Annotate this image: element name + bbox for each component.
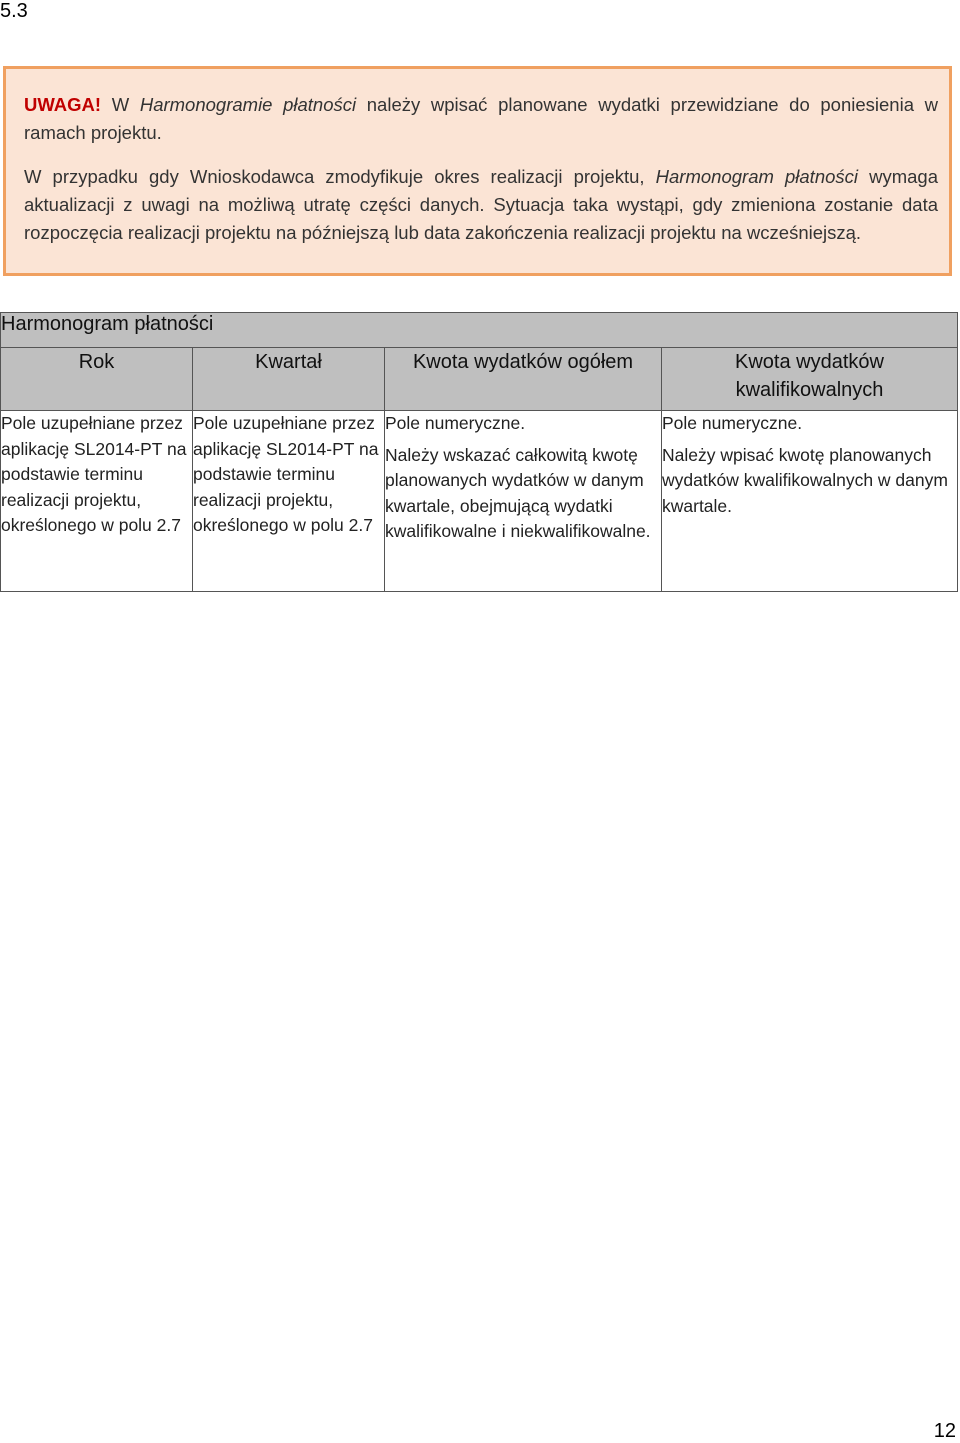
cell-year: Pole uzupełniane przez aplikację SL2014-PT na podstawie terminu realizacji projektu, określonego w polu 2.7 <box>1 411 193 592</box>
cell-eligible-line1: Pole numeryczne. <box>662 413 803 433</box>
table-title: Harmonogram płatności <box>1 313 958 348</box>
header-eligible-line2: kwalifikowalnych <box>735 379 884 401</box>
cell-total-line2: Należy wskazać całkowitą kwotę planowanych wydatków w danym kwartale, obejmującą wydatki kwalifikowalne i niekwalifikowalne. <box>385 444 651 541</box>
header-year: Rok <box>1 348 193 411</box>
page-number: 12 <box>933 1420 956 1442</box>
cell-quarter: Pole uzupełniane przez aplikację SL2014-PT na podstawie terminu realizacji projektu, określonego w polu 2.7 <box>193 411 385 592</box>
warning-paragraph-1 <box>24 91 938 147</box>
cell-total-line1: Pole numeryczne. <box>385 413 526 433</box>
warning-p1-before: W <box>101 94 140 115</box>
header-eligible <box>662 348 958 411</box>
cell-total <box>385 411 662 592</box>
warning-p2-after: wymaga aktualizacji z uwagi na możliwą utratę części danych. Sytuacja taka wystąpi, gdy zmieniona zostanie data rozpoczęcia realizacji projektu na późniejszą lub data zakończenia realizacji projektu na wcześniejszą. <box>24 166 938 243</box>
header-total: Kwota wydatków ogółem <box>385 348 662 411</box>
table-header-row <box>1 348 958 411</box>
table-row <box>1 411 958 592</box>
cell-eligible-line2: Należy wpisać kwotę planowanych wydatków kwalifikowalnych w danym kwartale. <box>662 444 948 516</box>
warning-box <box>3 66 952 276</box>
warning-paragraph-2 <box>24 163 938 247</box>
header-quarter: Kwartał <box>193 348 385 411</box>
warning-p1-italic: Harmonogramie płatności <box>139 94 357 115</box>
warning-p2-italic: Harmonogram płatności <box>655 166 859 187</box>
section-number: 5.3 <box>0 0 28 22</box>
warning-label: UWAGA! <box>24 94 102 115</box>
cell-eligible <box>662 411 958 592</box>
header-eligible-line1: Kwota wydatków <box>735 351 884 373</box>
payment-schedule-table <box>0 312 958 592</box>
table-title-row <box>1 313 958 348</box>
warning-p2-before: W przypadku gdy Wnioskodawca zmodyfikuje okres realizacji projektu, <box>24 166 656 187</box>
warning-p1-after: należy wpisać planowane wydatki przewidziane do poniesienia w ramach projektu. <box>24 94 938 143</box>
